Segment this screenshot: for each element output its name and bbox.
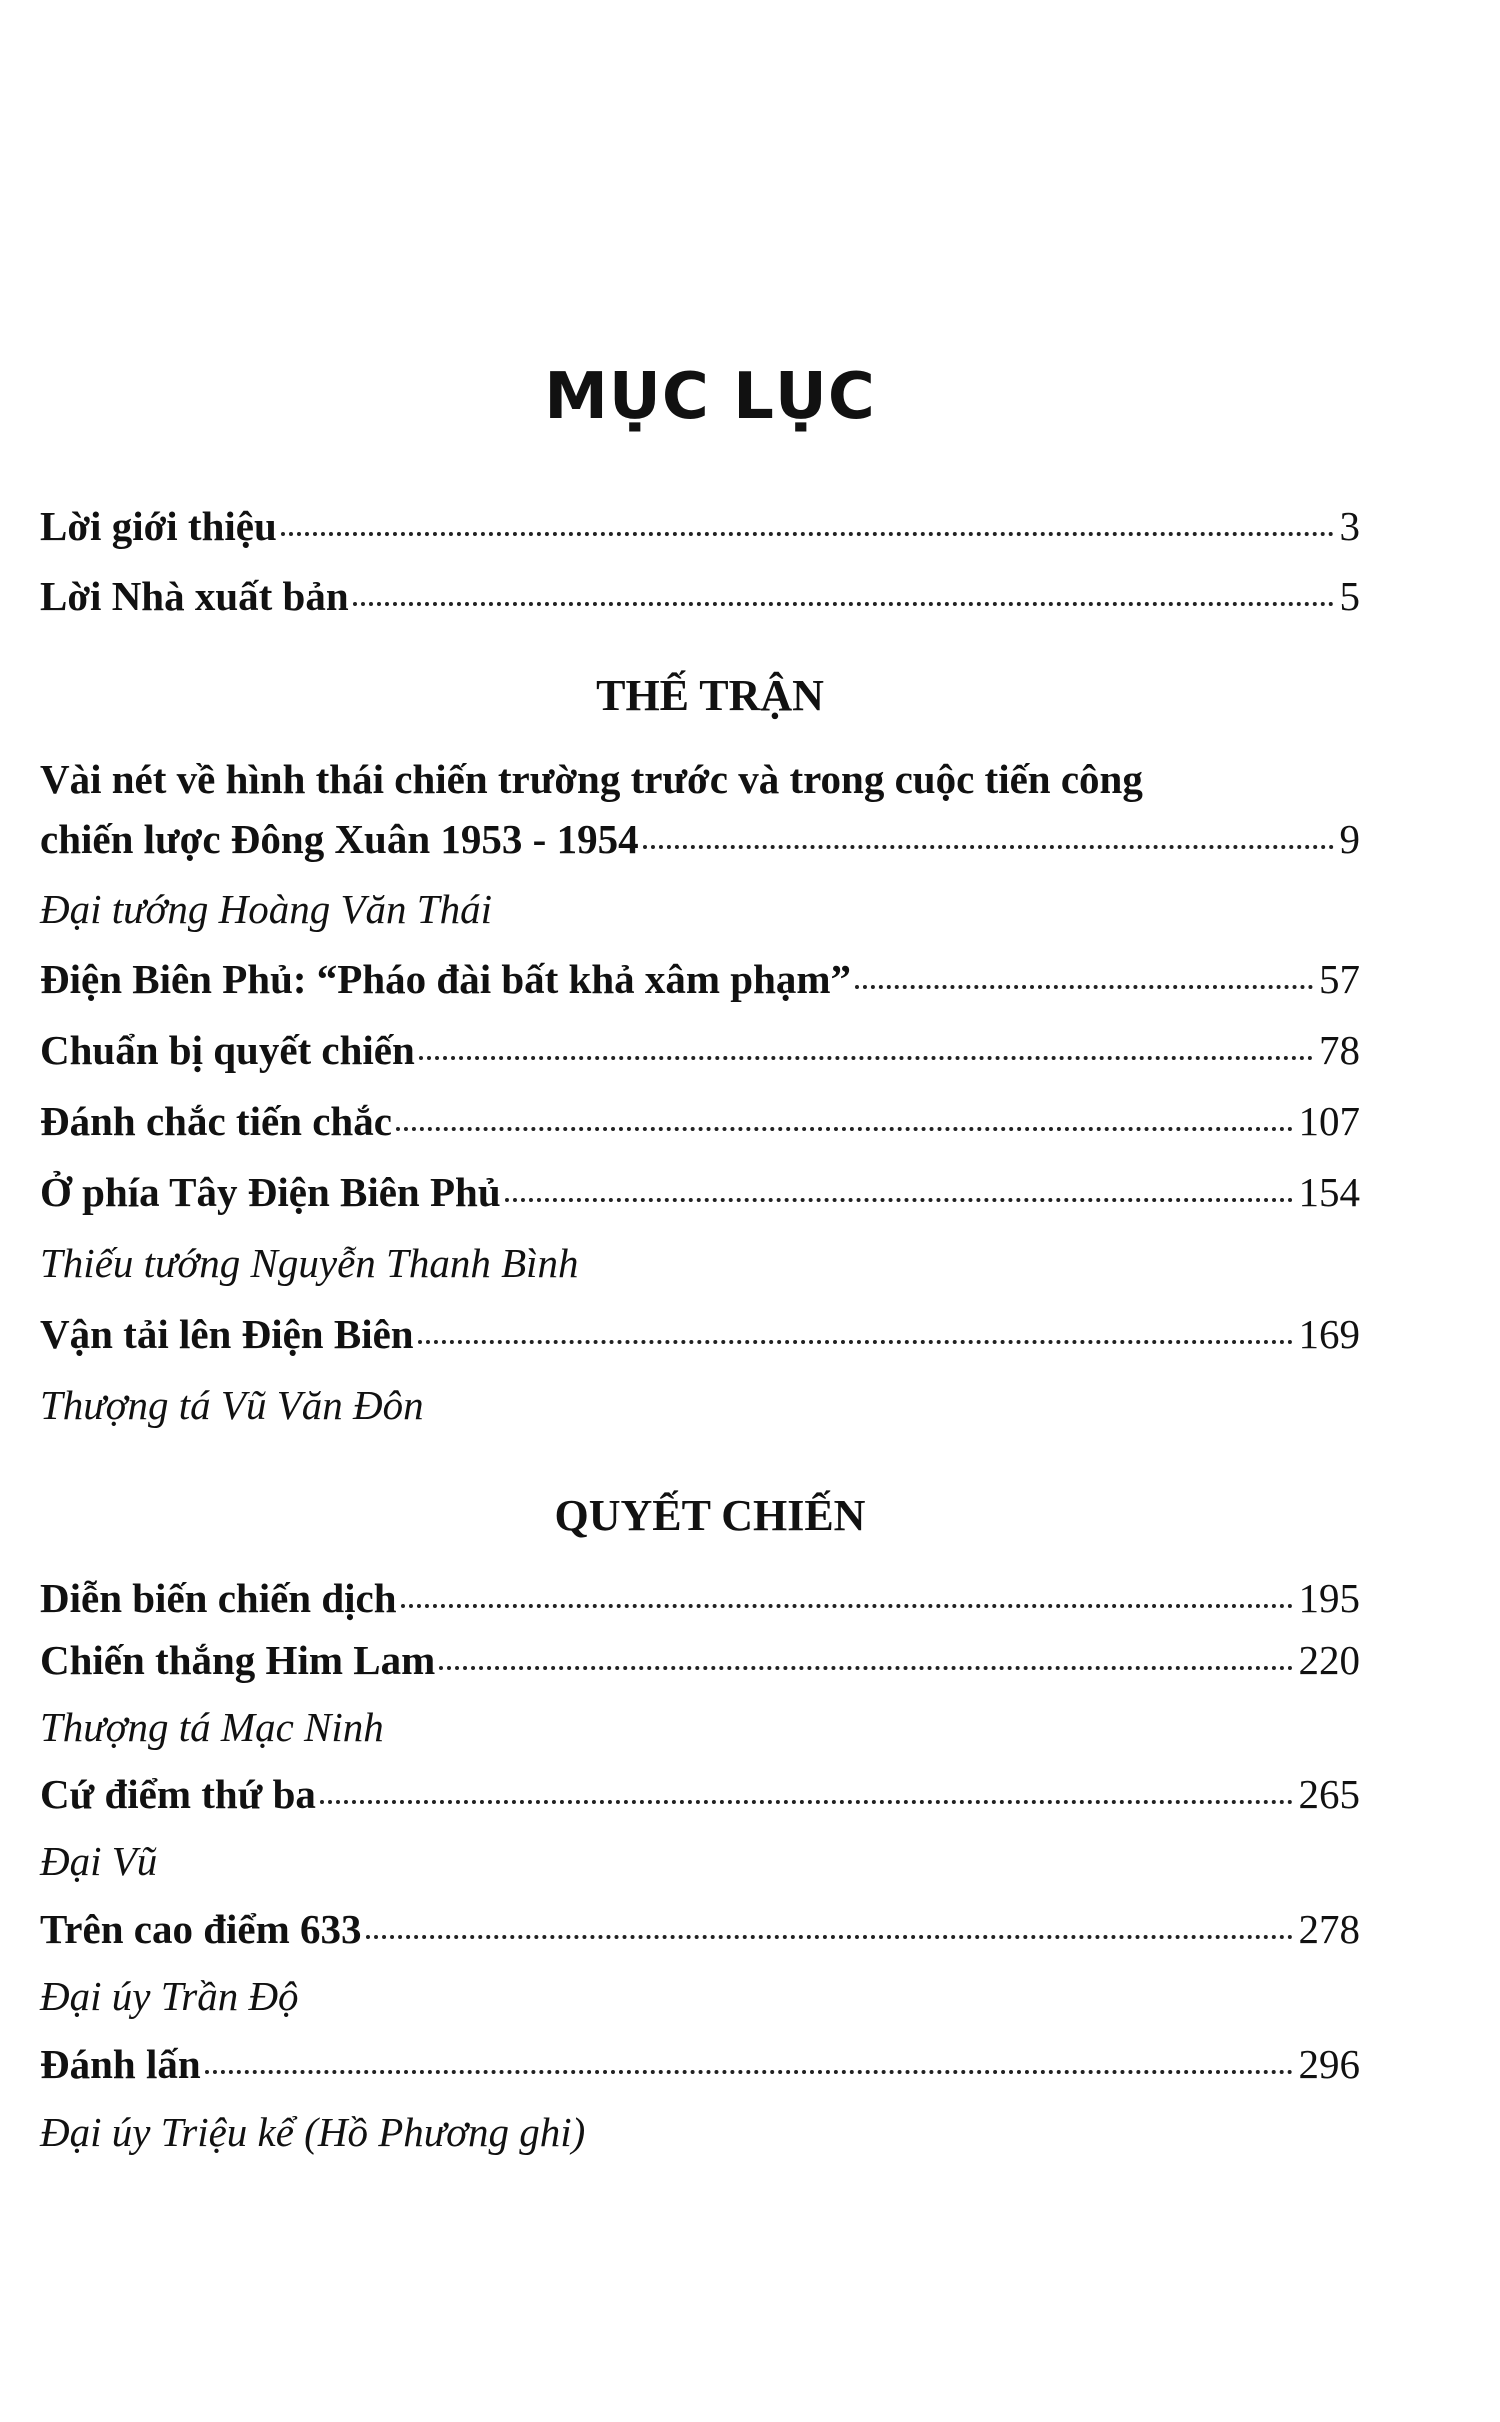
- leader-dots: [418, 1340, 1293, 1344]
- leader-dots: [419, 1056, 1313, 1060]
- toc-entry-title: Đánh chắc tiến chắc: [40, 1098, 392, 1144]
- toc-entry-page: 278: [1298, 1906, 1360, 1952]
- section-heading-quyet-chien: QUYẾT CHIẾN: [554, 1491, 866, 1540]
- leader-dots: [366, 1935, 1293, 1939]
- leader-dots: [401, 1604, 1293, 1608]
- toc-entry-page: 3: [1339, 503, 1360, 549]
- leader-dots: [643, 845, 1334, 849]
- section-heading-the-tran: THẾ TRẬN: [596, 671, 824, 720]
- toc-author: Đại tướng Hoàng Văn Thái: [40, 886, 492, 932]
- toc-entry-title: Lời Nhà xuất bản: [40, 573, 349, 619]
- toc-entry-title: Ở phía Tây Điện Biên Phủ: [40, 1169, 501, 1215]
- leader-dots: [396, 1127, 1293, 1131]
- toc-entry-title: Lời giới thiệu: [40, 503, 277, 549]
- toc-entry[interactable]: [40, 2040, 1360, 2088]
- toc-entry-page: 220: [1298, 1637, 1360, 1683]
- toc-entry-title: Điện Biên Phủ: “Pháo đài bất khả xâm phạm”: [40, 956, 852, 1002]
- toc-entry[interactable]: [40, 1026, 1360, 1074]
- leader-dots: [281, 532, 1334, 536]
- toc-entry-page: 9: [1339, 816, 1360, 862]
- toc-entry[interactable]: [40, 1168, 1360, 1216]
- toc-entry[interactable]: [40, 1770, 1360, 1818]
- toc-entry-title: Cứ điểm thứ ba: [40, 1771, 316, 1817]
- toc-entry[interactable]: [40, 1097, 1360, 1145]
- toc-entry-page: 78: [1319, 1027, 1360, 1073]
- toc-entry[interactable]: [40, 1574, 1360, 1622]
- toc-entry-title: chiến lược Đông Xuân 1953 - 1954: [40, 816, 639, 862]
- toc-entry[interactable]: [40, 502, 1360, 550]
- toc-entry-title: Trên cao điểm 633: [40, 1906, 362, 1952]
- toc-author: Đại úy Triệu kể (Hồ Phương ghi): [40, 2109, 586, 2155]
- toc-author: Đại Vũ: [40, 1838, 158, 1884]
- toc-author: Thượng tá Mạc Ninh: [40, 1704, 384, 1750]
- leader-dots: [353, 602, 1334, 606]
- toc-entry[interactable]: [40, 815, 1360, 863]
- toc-entry-title: Chiến thắng Him Lam: [40, 1637, 436, 1683]
- toc-entry-page: 265: [1298, 1771, 1360, 1817]
- toc-entry[interactable]: [40, 955, 1360, 1003]
- leader-dots: [320, 1800, 1293, 1804]
- toc-author: Thiếu tướng Nguyễn Thanh Bình: [40, 1240, 579, 1286]
- toc-entry-page: 5: [1339, 573, 1360, 619]
- toc-entry[interactable]: [40, 1310, 1360, 1358]
- toc-entry-page: 154: [1298, 1169, 1360, 1215]
- leader-dots: [505, 1198, 1293, 1202]
- toc-entry-page: 57: [1319, 956, 1360, 1002]
- toc-entry-title: Diễn biến chiến dịch: [40, 1575, 397, 1621]
- toc-entry[interactable]: [40, 572, 1360, 620]
- toc-entry-title: Vận tải lên Điện Biên: [40, 1311, 414, 1357]
- page-title: MỤC LỤC: [544, 360, 876, 434]
- toc-author: Đại úy Trần Độ: [40, 1973, 299, 2019]
- toc-entry-page: 169: [1298, 1311, 1360, 1357]
- toc-entry[interactable]: [40, 1905, 1360, 1953]
- toc-entry-title: Đánh lấn: [40, 2041, 201, 2087]
- toc-author: Thượng tá Vũ Văn Đôn: [40, 1382, 424, 1428]
- toc-entry-page: 107: [1298, 1098, 1360, 1144]
- toc-entry-page: 195: [1298, 1575, 1360, 1621]
- toc-entry-title: Chuẩn bị quyết chiến: [40, 1027, 415, 1073]
- leader-dots: [439, 1666, 1292, 1670]
- leader-dots: [855, 985, 1313, 989]
- toc-entry-title-line1[interactable]: Vài nét về hình thái chiến trường trước và trong cuộc tiến công: [40, 756, 1143, 802]
- toc-entry-page: 296: [1298, 2041, 1360, 2087]
- toc-entry[interactable]: [40, 1636, 1360, 1684]
- leader-dots: [205, 2070, 1293, 2074]
